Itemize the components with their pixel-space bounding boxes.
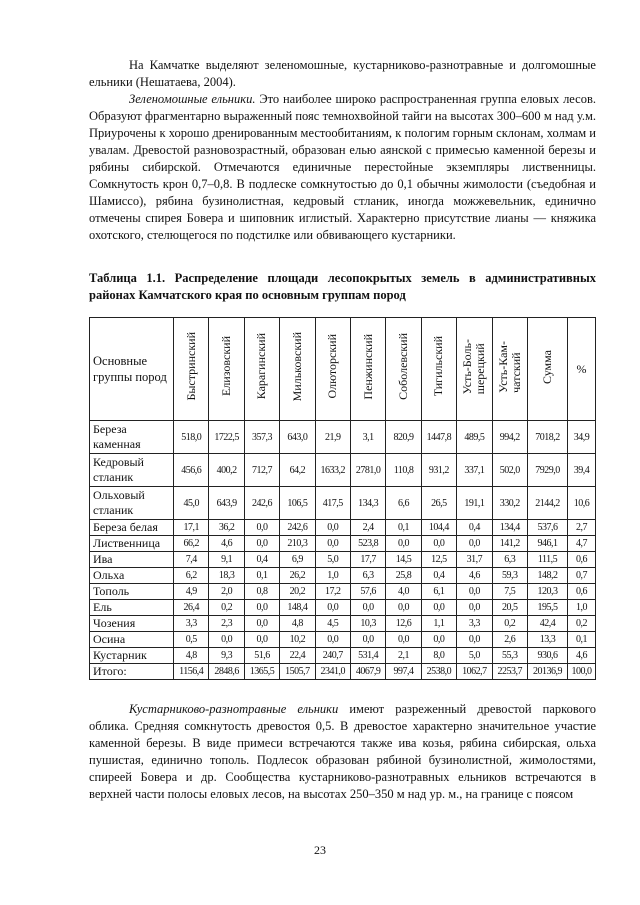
- table-cell: 0,1: [568, 632, 596, 648]
- table-cell: 0,7: [568, 568, 596, 584]
- table-cell: 2,0: [209, 584, 244, 600]
- table-cell: 997,4: [386, 664, 421, 680]
- table-cell: 1722,5: [209, 421, 244, 454]
- table-row: [90, 632, 596, 648]
- table-cell: 0,0: [244, 520, 279, 536]
- table-cell: 0,8: [244, 584, 279, 600]
- table-cell: 0,0: [244, 616, 279, 632]
- table-cell: 931,2: [421, 454, 456, 487]
- table-row: [90, 664, 596, 680]
- table-cell: 5,0: [315, 552, 350, 568]
- table-cell: 518,0: [174, 421, 209, 454]
- table-row: [90, 568, 596, 584]
- table-cell: 17,2: [315, 584, 350, 600]
- table-cell: 7,5: [492, 584, 527, 600]
- table-cell: 111,5: [528, 552, 568, 568]
- table-cell: 523,8: [350, 536, 385, 552]
- paragraph-intro: На Камчатке выделяют зеленомошные, кустарниково-разнотравные и долгомошные ельники (Нешатаева, 2004).: [89, 58, 596, 89]
- row-label: Ольховый стланик: [90, 487, 174, 520]
- table-cell: 10,3: [350, 616, 385, 632]
- table-cell: 2781,0: [350, 454, 385, 487]
- table-cell: 25,8: [386, 568, 421, 584]
- table-header-row: [90, 318, 596, 421]
- table-cell: 456,6: [174, 454, 209, 487]
- table-cell: 110,8: [386, 454, 421, 487]
- table-cell: 537,6: [528, 520, 568, 536]
- table-cell: 0,0: [315, 520, 350, 536]
- table-cell: 0,6: [568, 584, 596, 600]
- table-cell: 4,0: [386, 584, 421, 600]
- table-cell: 20,2: [280, 584, 315, 600]
- table-cell: 242,6: [244, 487, 279, 520]
- table-cell: 6,3: [350, 568, 385, 584]
- table-cell: 6,6: [386, 487, 421, 520]
- table-cell: 4,5: [315, 616, 350, 632]
- table-cell: 1156,4: [174, 664, 209, 680]
- table-cell: 4,8: [174, 648, 209, 664]
- table-cell: 531,4: [350, 648, 385, 664]
- table-cell: 0,6: [568, 552, 596, 568]
- table-cell: 330,2: [492, 487, 527, 520]
- column-header: [280, 318, 315, 421]
- table-cell: 195,5: [528, 600, 568, 616]
- table-cell: 210,3: [280, 536, 315, 552]
- row-label: Чозения: [90, 616, 174, 632]
- table-cell: 2848,6: [209, 664, 244, 680]
- table-cell: 820,9: [386, 421, 421, 454]
- table-cell: 357,3: [244, 421, 279, 454]
- table-cell: 0,0: [315, 632, 350, 648]
- table-cell: 1,0: [568, 600, 596, 616]
- table-cell: 0,0: [457, 536, 492, 552]
- table-cell: 26,4: [174, 600, 209, 616]
- table-cell: 18,3: [209, 568, 244, 584]
- table-cell: 2,7: [568, 520, 596, 536]
- table-cell: 0,4: [421, 568, 456, 584]
- table-cell: 120,3: [528, 584, 568, 600]
- column-header-label: Мильковский: [289, 331, 304, 402]
- page-number: 23: [314, 843, 326, 857]
- table-cell: 242,6: [280, 520, 315, 536]
- column-header-label: Елизовский: [219, 336, 234, 397]
- page-content: [89, 57, 596, 803]
- table-cell: 31,7: [457, 552, 492, 568]
- table-cell: 6,9: [280, 552, 315, 568]
- column-header: [174, 318, 209, 421]
- table-cell: 148,2: [528, 568, 568, 584]
- row-label: Итого:: [90, 664, 174, 680]
- table-cell: 4,6: [568, 648, 596, 664]
- section-heading-shrub-herb: Кустарниково-разнотравные ельники: [129, 702, 339, 716]
- table-cell: 1,1: [421, 616, 456, 632]
- paragraph-shrub-herb-text: имеют разреженный древостой паркового облика. Средняя сомкнутость древостоя 0,5. В древостое характерно значительное участие каменной березы. В виде примеси встречаются также ива козья, рябина сибирская, ольха пушистая, единично тополь. Подлесок образован рябиной бузинолистной, жимолостями, спиреей Бовера и др. Сообщества кустарниково-разнотравных ельников встречаются в верхней части полосы еловых лесов, на высотах 250–350 м над ур. м., на границе с поясом: [89, 702, 596, 801]
- table-cell: 1062,7: [457, 664, 492, 680]
- table-cell: 66,2: [174, 536, 209, 552]
- table-cell: 20136,9: [528, 664, 568, 680]
- column-header-label: Усть-Боль- шерецкий: [460, 338, 488, 395]
- table-cell: 0,0: [457, 632, 492, 648]
- row-label: Лиственница: [90, 536, 174, 552]
- table-cell: 8,0: [421, 648, 456, 664]
- table-cell: 3,3: [174, 616, 209, 632]
- row-label: Ольха: [90, 568, 174, 584]
- table-cell: 2341,0: [315, 664, 350, 680]
- section-heading-green-moss: Зеленомошные ельники.: [129, 92, 256, 106]
- table-cell: 21,9: [315, 421, 350, 454]
- row-label: Тополь: [90, 584, 174, 600]
- column-header: [421, 318, 456, 421]
- row-label: Осина: [90, 632, 174, 648]
- table-cell: 51,6: [244, 648, 279, 664]
- table-cell: 1,0: [315, 568, 350, 584]
- table-cell: 0,0: [386, 632, 421, 648]
- table-cell: 0,0: [244, 536, 279, 552]
- table-cell: 502,0: [492, 454, 527, 487]
- table-cell: 2253,7: [492, 664, 527, 680]
- table-cell: 1365,5: [244, 664, 279, 680]
- table-cell: 12,6: [386, 616, 421, 632]
- table-row: [90, 520, 596, 536]
- table-cell: 148,4: [280, 600, 315, 616]
- table-cell: 0,4: [457, 520, 492, 536]
- table-cell: 106,5: [280, 487, 315, 520]
- row-label: Ель: [90, 600, 174, 616]
- table-cell: 0,0: [244, 600, 279, 616]
- table-cell: 0,0: [350, 632, 385, 648]
- table-cell: 2538,0: [421, 664, 456, 680]
- table-cell: 0,0: [315, 600, 350, 616]
- table-cell: 643,9: [209, 487, 244, 520]
- table-cell: 7,4: [174, 552, 209, 568]
- table-cell: 4,6: [457, 568, 492, 584]
- row-label: Кустарник: [90, 648, 174, 664]
- table-cell: 0,0: [244, 632, 279, 648]
- paragraph-green-moss: [89, 91, 596, 244]
- table-cell: 0,0: [457, 584, 492, 600]
- table-cell: 45,0: [174, 487, 209, 520]
- table-cell: 17,1: [174, 520, 209, 536]
- table-cell: 6,2: [174, 568, 209, 584]
- table-cell: 4,9: [174, 584, 209, 600]
- table-cell: 489,5: [457, 421, 492, 454]
- table-cell: 0,5: [174, 632, 209, 648]
- table-cell: 5,0: [457, 648, 492, 664]
- table-cell: 59,3: [492, 568, 527, 584]
- table-cell: 55,3: [492, 648, 527, 664]
- table-row: [90, 487, 596, 520]
- table-cell: 3,1: [350, 421, 385, 454]
- row-label: Береза белая: [90, 520, 174, 536]
- table-cell: 64,2: [280, 454, 315, 487]
- column-header: [457, 318, 492, 421]
- table-cell: 2,1: [386, 648, 421, 664]
- table-row: [90, 648, 596, 664]
- column-header: %: [568, 318, 596, 421]
- table-row: [90, 536, 596, 552]
- table-cell: 0,0: [386, 600, 421, 616]
- table-cell: 9,3: [209, 648, 244, 664]
- column-header: [492, 318, 527, 421]
- column-header-label: Сумма: [540, 349, 554, 384]
- table-cell: 36,2: [209, 520, 244, 536]
- table-cell: 4,6: [209, 536, 244, 552]
- column-header: [209, 318, 244, 421]
- table-caption: Таблица 1.1. Распределение площади лесопокрытых земель в административных районах Камчатского края по основным группам пород: [89, 271, 596, 302]
- table-cell: 10,2: [280, 632, 315, 648]
- table-cell: 6,3: [492, 552, 527, 568]
- column-header-label: Пенжинский: [360, 333, 375, 400]
- table-cell: 4,8: [280, 616, 315, 632]
- table-cell: 240,7: [315, 648, 350, 664]
- table-cell: 0,0: [209, 632, 244, 648]
- table-cell: 2,3: [209, 616, 244, 632]
- table-cell: 1447,8: [421, 421, 456, 454]
- table-cell: 191,1: [457, 487, 492, 520]
- table-cell: 0,0: [350, 600, 385, 616]
- table-cell: 7018,2: [528, 421, 568, 454]
- column-header-label: Тигильский: [431, 336, 446, 397]
- table-cell: 34,9: [568, 421, 596, 454]
- table-cell: 946,1: [528, 536, 568, 552]
- corner-header: Основные группы пород: [90, 318, 174, 421]
- table-cell: 4067,9: [350, 664, 385, 680]
- table-cell: 7929,0: [528, 454, 568, 487]
- table-cell: 141,2: [492, 536, 527, 552]
- row-label: Кедровый стланик: [90, 454, 174, 487]
- column-header: [315, 318, 350, 421]
- table-cell: 712,7: [244, 454, 279, 487]
- table-cell: 100,0: [568, 664, 596, 680]
- table-cell: 417,5: [315, 487, 350, 520]
- table-cell: 0,1: [244, 568, 279, 584]
- table-row: [90, 616, 596, 632]
- table-cell: 17,7: [350, 552, 385, 568]
- table-cell: 0,2: [492, 616, 527, 632]
- table-cell: 0,0: [457, 600, 492, 616]
- table-cell: 104,4: [421, 520, 456, 536]
- table-cell: 0,0: [421, 536, 456, 552]
- column-header-label: Олюторский: [325, 334, 340, 399]
- table-cell: 10,6: [568, 487, 596, 520]
- table-cell: 400,2: [209, 454, 244, 487]
- table-cell: 3,3: [457, 616, 492, 632]
- table-cell: 20,5: [492, 600, 527, 616]
- table-cell: 0,2: [209, 600, 244, 616]
- table-cell: 1505,7: [280, 664, 315, 680]
- table-cell: 994,2: [492, 421, 527, 454]
- paragraph-green-moss-text: Это наиболее широко распространенная группа еловых лесов. Образуют фрагментарно выраженный пояс темнохвойной тайги на высотах 300–600 м над у.м. Приурочены к хорошо дренированным местообитаниям, к пологим горным склонам, холмам и увалам. Древостой разновозрастный, образован елью аянской с примесью каменной березы и рябины сибирской. Отмечаются единичные перестойные экземпляры лиственницы. Сомкнутость крон 0,7–0,8. В подлеске сомкнутостью до 0,1 обычны жимолости (съедобная и Шамиссо), рябина бузинолистная, кедровый стланик, иногда можжевельник, единично отмечены спирея Бовера и шиповник иглистый. Характерно присутствие лианы — княжика охотского, стелющегося по подстилке или обвивающего кустарники.: [89, 92, 596, 242]
- forest-area-table: [89, 317, 596, 680]
- table-cell: 22,4: [280, 648, 315, 664]
- table-cell: 0,0: [386, 536, 421, 552]
- column-header: [244, 318, 279, 421]
- table-cell: 2,4: [350, 520, 385, 536]
- table-cell: 26,2: [280, 568, 315, 584]
- table-cell: 643,0: [280, 421, 315, 454]
- row-label: Ива: [90, 552, 174, 568]
- column-header: [350, 318, 385, 421]
- table-row: [90, 600, 596, 616]
- table-cell: 0,0: [421, 632, 456, 648]
- table-cell: 0,2: [568, 616, 596, 632]
- table-cell: 9,1: [209, 552, 244, 568]
- table-row: [90, 552, 596, 568]
- column-header-label: Карагинский: [254, 333, 269, 400]
- table-row: [90, 584, 596, 600]
- table-cell: 0,0: [421, 600, 456, 616]
- table-cell: 13,3: [528, 632, 568, 648]
- table-cell: 930,6: [528, 648, 568, 664]
- table-row: [90, 454, 596, 487]
- table-cell: 134,3: [350, 487, 385, 520]
- column-header-label: Усть-Кам- чатский: [495, 340, 523, 393]
- column-header: [528, 318, 568, 421]
- table-body: [90, 421, 596, 680]
- table-cell: 2144,2: [528, 487, 568, 520]
- row-label: Береза каменная: [90, 421, 174, 454]
- table-cell: 39,4: [568, 454, 596, 487]
- table-cell: 0,1: [386, 520, 421, 536]
- table-cell: 0,4: [244, 552, 279, 568]
- table-cell: 4,7: [568, 536, 596, 552]
- table-cell: 14,5: [386, 552, 421, 568]
- table-cell: 2,6: [492, 632, 527, 648]
- table-cell: 134,4: [492, 520, 527, 536]
- table-row: [90, 421, 596, 454]
- column-header: [386, 318, 421, 421]
- table-cell: 57,6: [350, 584, 385, 600]
- table-cell: 337,1: [457, 454, 492, 487]
- table-cell: 26,5: [421, 487, 456, 520]
- table-cell: 42,4: [528, 616, 568, 632]
- paragraph-shrub-herb: [89, 701, 596, 803]
- column-header-label: Быстринский: [183, 332, 198, 401]
- table-cell: 12,5: [421, 552, 456, 568]
- table-cell: 1633,2: [315, 454, 350, 487]
- table-cell: 6,1: [421, 584, 456, 600]
- column-header-label: Соболевский: [396, 333, 411, 400]
- table-cell: 0,0: [315, 536, 350, 552]
